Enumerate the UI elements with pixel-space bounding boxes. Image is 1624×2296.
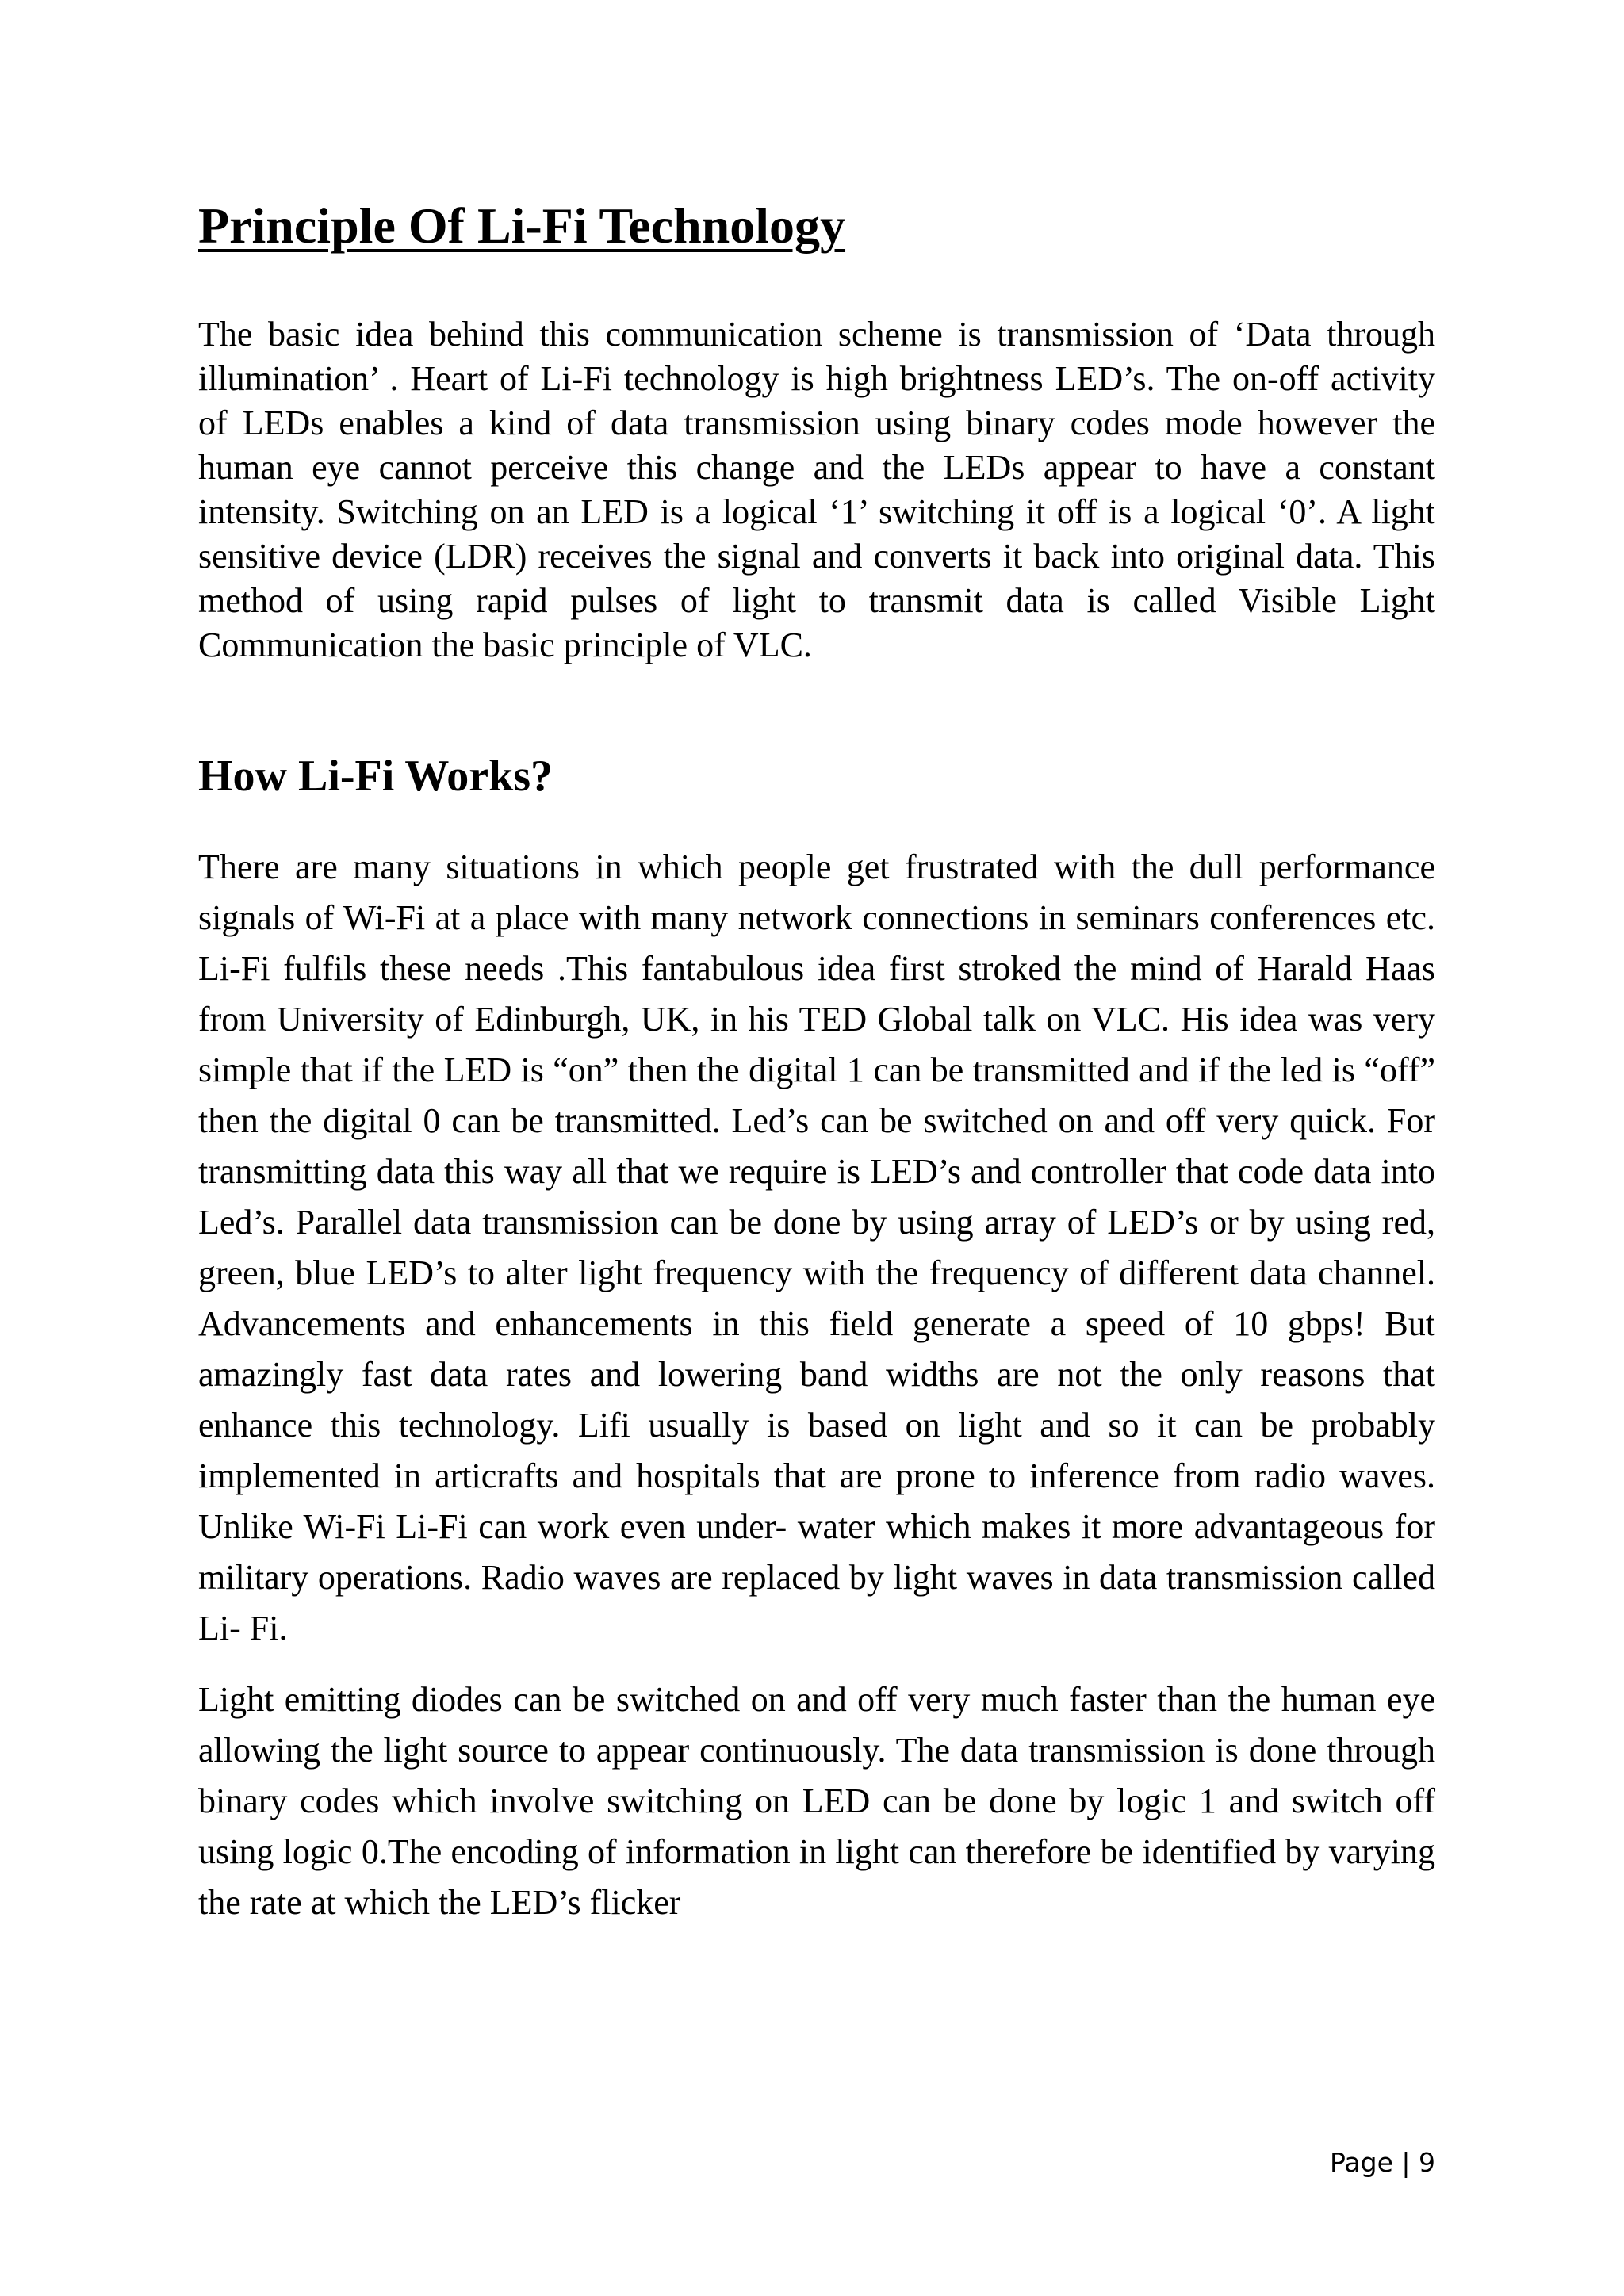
body-paragraph-1: There are many situations in which people get frustrated with the dull performance signals of Wi-Fi at a place with many network connections in seminars conferences etc. Li-Fi fulfils these needs .This fantabulous idea first stroked the mind of Harald Haas from University of Edinburgh, UK, in his TED Global talk on VLC. His idea was very simple that if the LED is “on” then the digital 1 can be transmitted and if the led is “off” then the digital 0 can be transmitted. Led’s can be switched on and off very quick. For transmitting data this way all that we require is LED’s and controller that code data into Led’s. Parallel data transmission can be done by using array of LED’s or by using red, green, blue LED’s to alter light frequency with the frequency of different data channel. Advancements and enhancements in this field generate a speed of 10 gbps! But amazingly fast data rates and lowering band widths are not the only reasons that enhance this technology. Lifi usually is based on light and so it can be probably implemented in articrafts and hospitals that are prone to inference from radio waves. Unlike Wi-Fi Li-Fi can work even under- water which makes it more advantageous for military operations. Radio waves are replaced by light waves in data transmission called Li- Fi. [198, 848, 1435, 1647]
page-title: Principle Of Li-Fi Technology [198, 197, 846, 254]
intro-paragraph: The basic idea behind this communication scheme is transmission of ‘Data through illumination’ . Heart of Li-Fi technology is high brightness LED’s. The on-off activity of LEDs enables a kind of data transmission using binary codes mode however the human eye cannot perceive this change and the LEDs appear to have a constant intensity. Switching on an LED is a logical ‘1’ switching it off is a logical ‘0’. A light sensitive device (LDR) receives the signal and converts it back into original data. This method of using rapid pulses of light to transmit data is called Visible Light Communication the basic principle of VLC. [198, 315, 1435, 664]
section-heading: How Li-Fi Works? [198, 752, 553, 801]
page-number: Page | 9 [1330, 2147, 1435, 2178]
body-paragraph-2: Light emitting diodes can be switched on and off very much faster than the human eye allowing the light source to appear continuously. The data transmission is done through binary codes which involve switching on LED can be done by logic 1 and switch off using logic 0.The encoding of information in light can therefore be identified by varying the rate at which the LED’s flicker [198, 1680, 1435, 1922]
page-content [198, 194, 1435, 1928]
